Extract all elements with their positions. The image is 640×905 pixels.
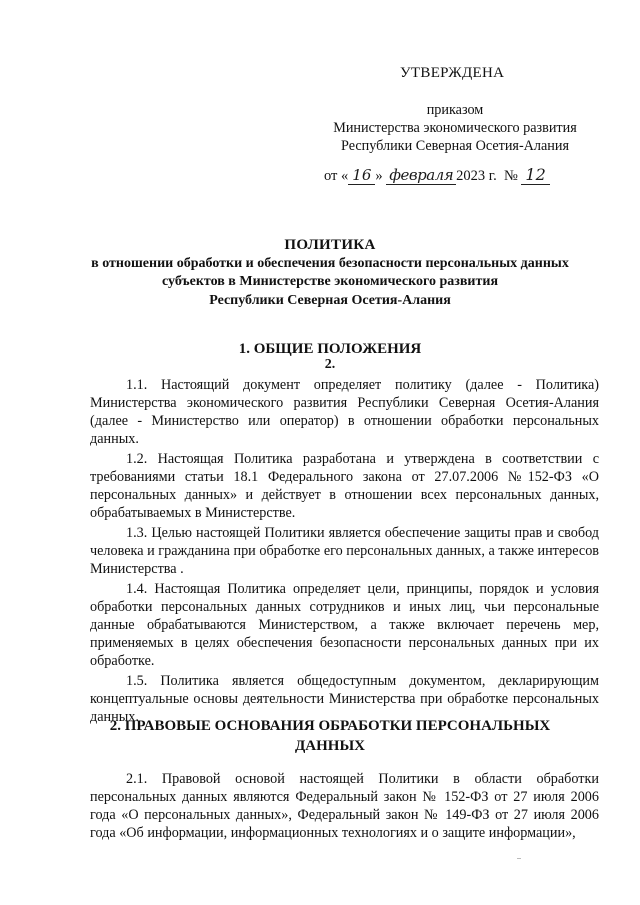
section2-heading — [60, 716, 600, 756]
section2-heading-line: 2. ПРАВОВЫЕ ОСНОВАНИЯ ОБРАБОТКИ ПЕРСОНАЛЬНЫХ — [109, 718, 551, 734]
section2-heading-line: ДАННЫХ — [294, 738, 366, 754]
paragraph: 1.1. Настоящий документ определяет политику (далее - Политика) Министерства экономического развития Республики Северная Осетия-Алания (далее - Министерство или оператор) в отношении обработки персональных данных. — [90, 377, 599, 447]
handwritten-number: 12 — [521, 166, 549, 185]
policy-subtitle-line: Республики Северная Осетия-Алания — [209, 292, 451, 308]
date-mid: » — [375, 168, 383, 184]
section1-body — [90, 376, 599, 728]
approval-title: УТВЕРЖДЕНА — [400, 65, 505, 81]
approval-block — [315, 101, 595, 155]
date-year: 2023 г. — [456, 168, 497, 184]
policy-title: ПОЛИТИКА — [284, 237, 376, 253]
paragraph: 1.4. Настоящая Политика определяет цели, принципы, порядок и условия обработки персональных данных сотрудников и иных лиц, чьи персональные данные обрабатываются Министерством, а также включает перечень мер, применяемых в целях обеспечения безопасности персональных данных при их обработке. — [90, 581, 599, 669]
approval-line: Министерства экономического развития — [333, 120, 577, 136]
policy-subtitle-line: в отношении обработки и обеспечения безопасности персональных данных — [91, 255, 569, 271]
section1-heading: 1. ОБЩИЕ ПОЛОЖЕНИЯ — [238, 341, 422, 357]
order-date-line — [324, 166, 550, 185]
approval-line: приказом — [426, 102, 484, 118]
handwritten-month: февраля — [386, 166, 456, 185]
paragraph: 1.5. Политика является общедоступным документом, декларирующим концептуальные основы деятельности Министерства при обработке персональных данных. — [90, 673, 599, 725]
paragraph: 2.1. Правовой основой настоящей Политики в области обработки персональных данных являются Федеральный закон № 152-ФЗ от 27 июля 2006 года «О персональных данных», Федеральный закон № 149-ФЗ от 27 июля 2006 года «Об информации, информационных технологиях и о защите информации», — [90, 771, 599, 841]
paragraph: 1.3. Целью настоящей Политики является обеспечение защиты прав и свобод человека и гражданина при обработке его персональных данных, а также интересов Министерства . — [90, 525, 599, 577]
scan-mark — [517, 858, 521, 859]
approval-line: Республики Северная Осетия-Алания — [340, 138, 569, 154]
section2-body — [90, 770, 599, 844]
paragraph: 1.2. Настоящая Политика разработана и утверждена в соответствии с требованиями статьи 18.1 Федерального закона от 27.07.2006 №152-ФЗ «О персональных данных» и действует в отношении всех персональных данных, обрабатываемых в Министерстве. — [90, 451, 599, 521]
section1-subheading: 2. — [324, 357, 336, 372]
date-prefix: от « — [324, 168, 349, 184]
number-label: № — [503, 168, 518, 184]
policy-header — [60, 236, 600, 310]
policy-subtitle-line: субъектов в Министерстве экономического развития — [161, 274, 499, 289]
handwritten-day: 16 — [348, 166, 375, 185]
